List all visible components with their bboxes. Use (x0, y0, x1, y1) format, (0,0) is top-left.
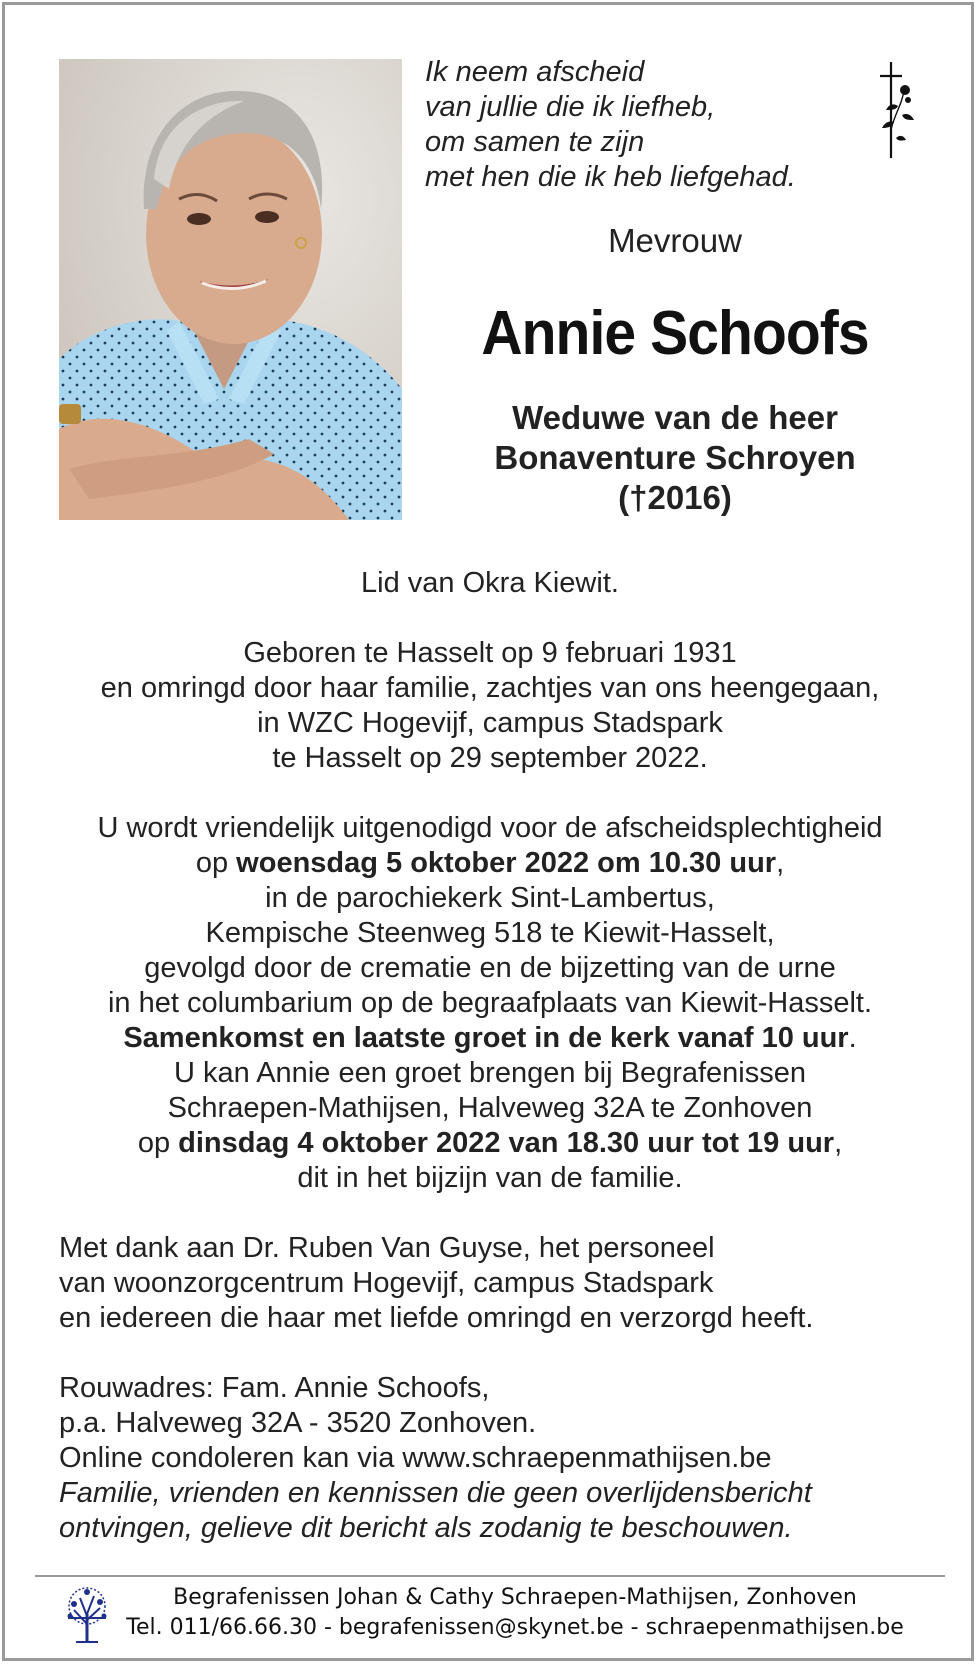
thanks-line: en iedereen die haar met liefde omringd en verzorgd heeft. (59, 1302, 814, 1334)
poem-line: van jullie die ik liefheb, (425, 91, 716, 123)
widow-line: (†2016) (618, 479, 732, 516)
notice-line: Familie, vrienden en kennissen die geen overlijdensbericht (59, 1477, 812, 1509)
poem-line: met hen die ik heb liefgehad. (425, 161, 796, 193)
footer-divider (35, 1575, 945, 1577)
poem (425, 55, 845, 195)
visitation-date-line (40, 1126, 940, 1161)
tree-logo-icon (62, 1584, 112, 1644)
address-text (59, 1371, 939, 1546)
funeral-home-name: Begrafenissen Johan & Cathy Schraepen-Mathijsen, Zonhoven (173, 1585, 857, 1610)
funeral-line: in het columbarium op de begraafplaats van Kiewit-Hasselt. (107, 987, 873, 1019)
text-span: op (195, 847, 237, 879)
portrait-photo (59, 59, 402, 520)
text-span: , (776, 847, 785, 879)
poem-line: om samen te zijn (425, 126, 645, 158)
text-span: . (848, 1022, 857, 1054)
address-line: p.a. Halveweg 32A - 3520 Zonhoven. (59, 1407, 537, 1439)
funeral-line: Schraepen-Mathijsen, Halveweg 32A te Zonhoven (167, 1092, 813, 1124)
text-span: , (834, 1127, 843, 1159)
gathering-line (40, 1021, 940, 1056)
birth-line: te Hasselt op 29 september 2022. (272, 742, 708, 774)
funeral-text (40, 811, 940, 1196)
funeral-line: in de parochiekerk Sint-Lambertus, (265, 882, 715, 914)
widow-of (420, 398, 930, 518)
condolence-line: Online condoleren kan via www.schraepenmathijsen.be (59, 1442, 772, 1474)
birth-line: en omringd door haar familie, zachtjes van ons heengegaan, (100, 672, 880, 704)
birth-death-text (40, 636, 940, 776)
widow-line: Weduwe van de heer (512, 399, 838, 436)
funeral-date-line (40, 846, 940, 881)
thanks-line: Met dank aan Dr. Ruben Van Guyse, het personeel (59, 1232, 715, 1264)
deceased-name: Annie Schoofs (481, 299, 869, 368)
cross-with-flower-icon (872, 60, 922, 160)
funeral-line: U wordt vriendelijk uitgenodigd voor de afscheidsplechtigheid (97, 812, 883, 844)
birth-line: Geboren te Hasselt op 9 februari 1931 (243, 637, 737, 669)
birth-line: in WZC Hogevijf, campus Stadspark (257, 707, 723, 739)
visitation-date: dinsdag 4 oktober 2022 van 18.30 uur tot 19 uur (178, 1127, 835, 1159)
poem-line: Ik neem afscheid (425, 56, 645, 88)
thanks-line: van woonzorgcentrum Hogevijf, campus Stadspark (59, 1267, 714, 1299)
funeral-line: U kan Annie een groet brengen bij Begrafenissen (174, 1057, 806, 1089)
salutation: Mevrouw (608, 222, 742, 259)
widow-line: Bonaventure Schroyen (494, 439, 856, 476)
funeral-line: dit in het bijzijn van de familie. (297, 1162, 683, 1194)
funeral-line: gevolgd door de crematie en de bijzetting van de urne (144, 952, 836, 984)
funeral-date: woensdag 5 oktober 2022 om 10.30 uur (236, 847, 777, 879)
notice-line: ontvingen, gelieve dit bericht als zodanig te beschouwen. (59, 1512, 793, 1544)
funeral-line: Kempische Steenweg 518 te Kiewit-Hasselt, (205, 917, 775, 949)
funeral-home-footer (120, 1583, 910, 1643)
membership: Lid van Okra Kiewit. (361, 567, 619, 599)
funeral-home-contact: Tel. 011/66.66.30 - begrafenissen@skynet.be - schraepenmathijsen.be (126, 1615, 904, 1640)
text-span: op (137, 1127, 179, 1159)
gathering-text: Samenkomst en laatste groet in de kerk vanaf 10 uur (123, 1022, 849, 1054)
address-line: Rouwadres: Fam. Annie Schoofs, (59, 1372, 490, 1404)
thanks-text (59, 1231, 939, 1336)
